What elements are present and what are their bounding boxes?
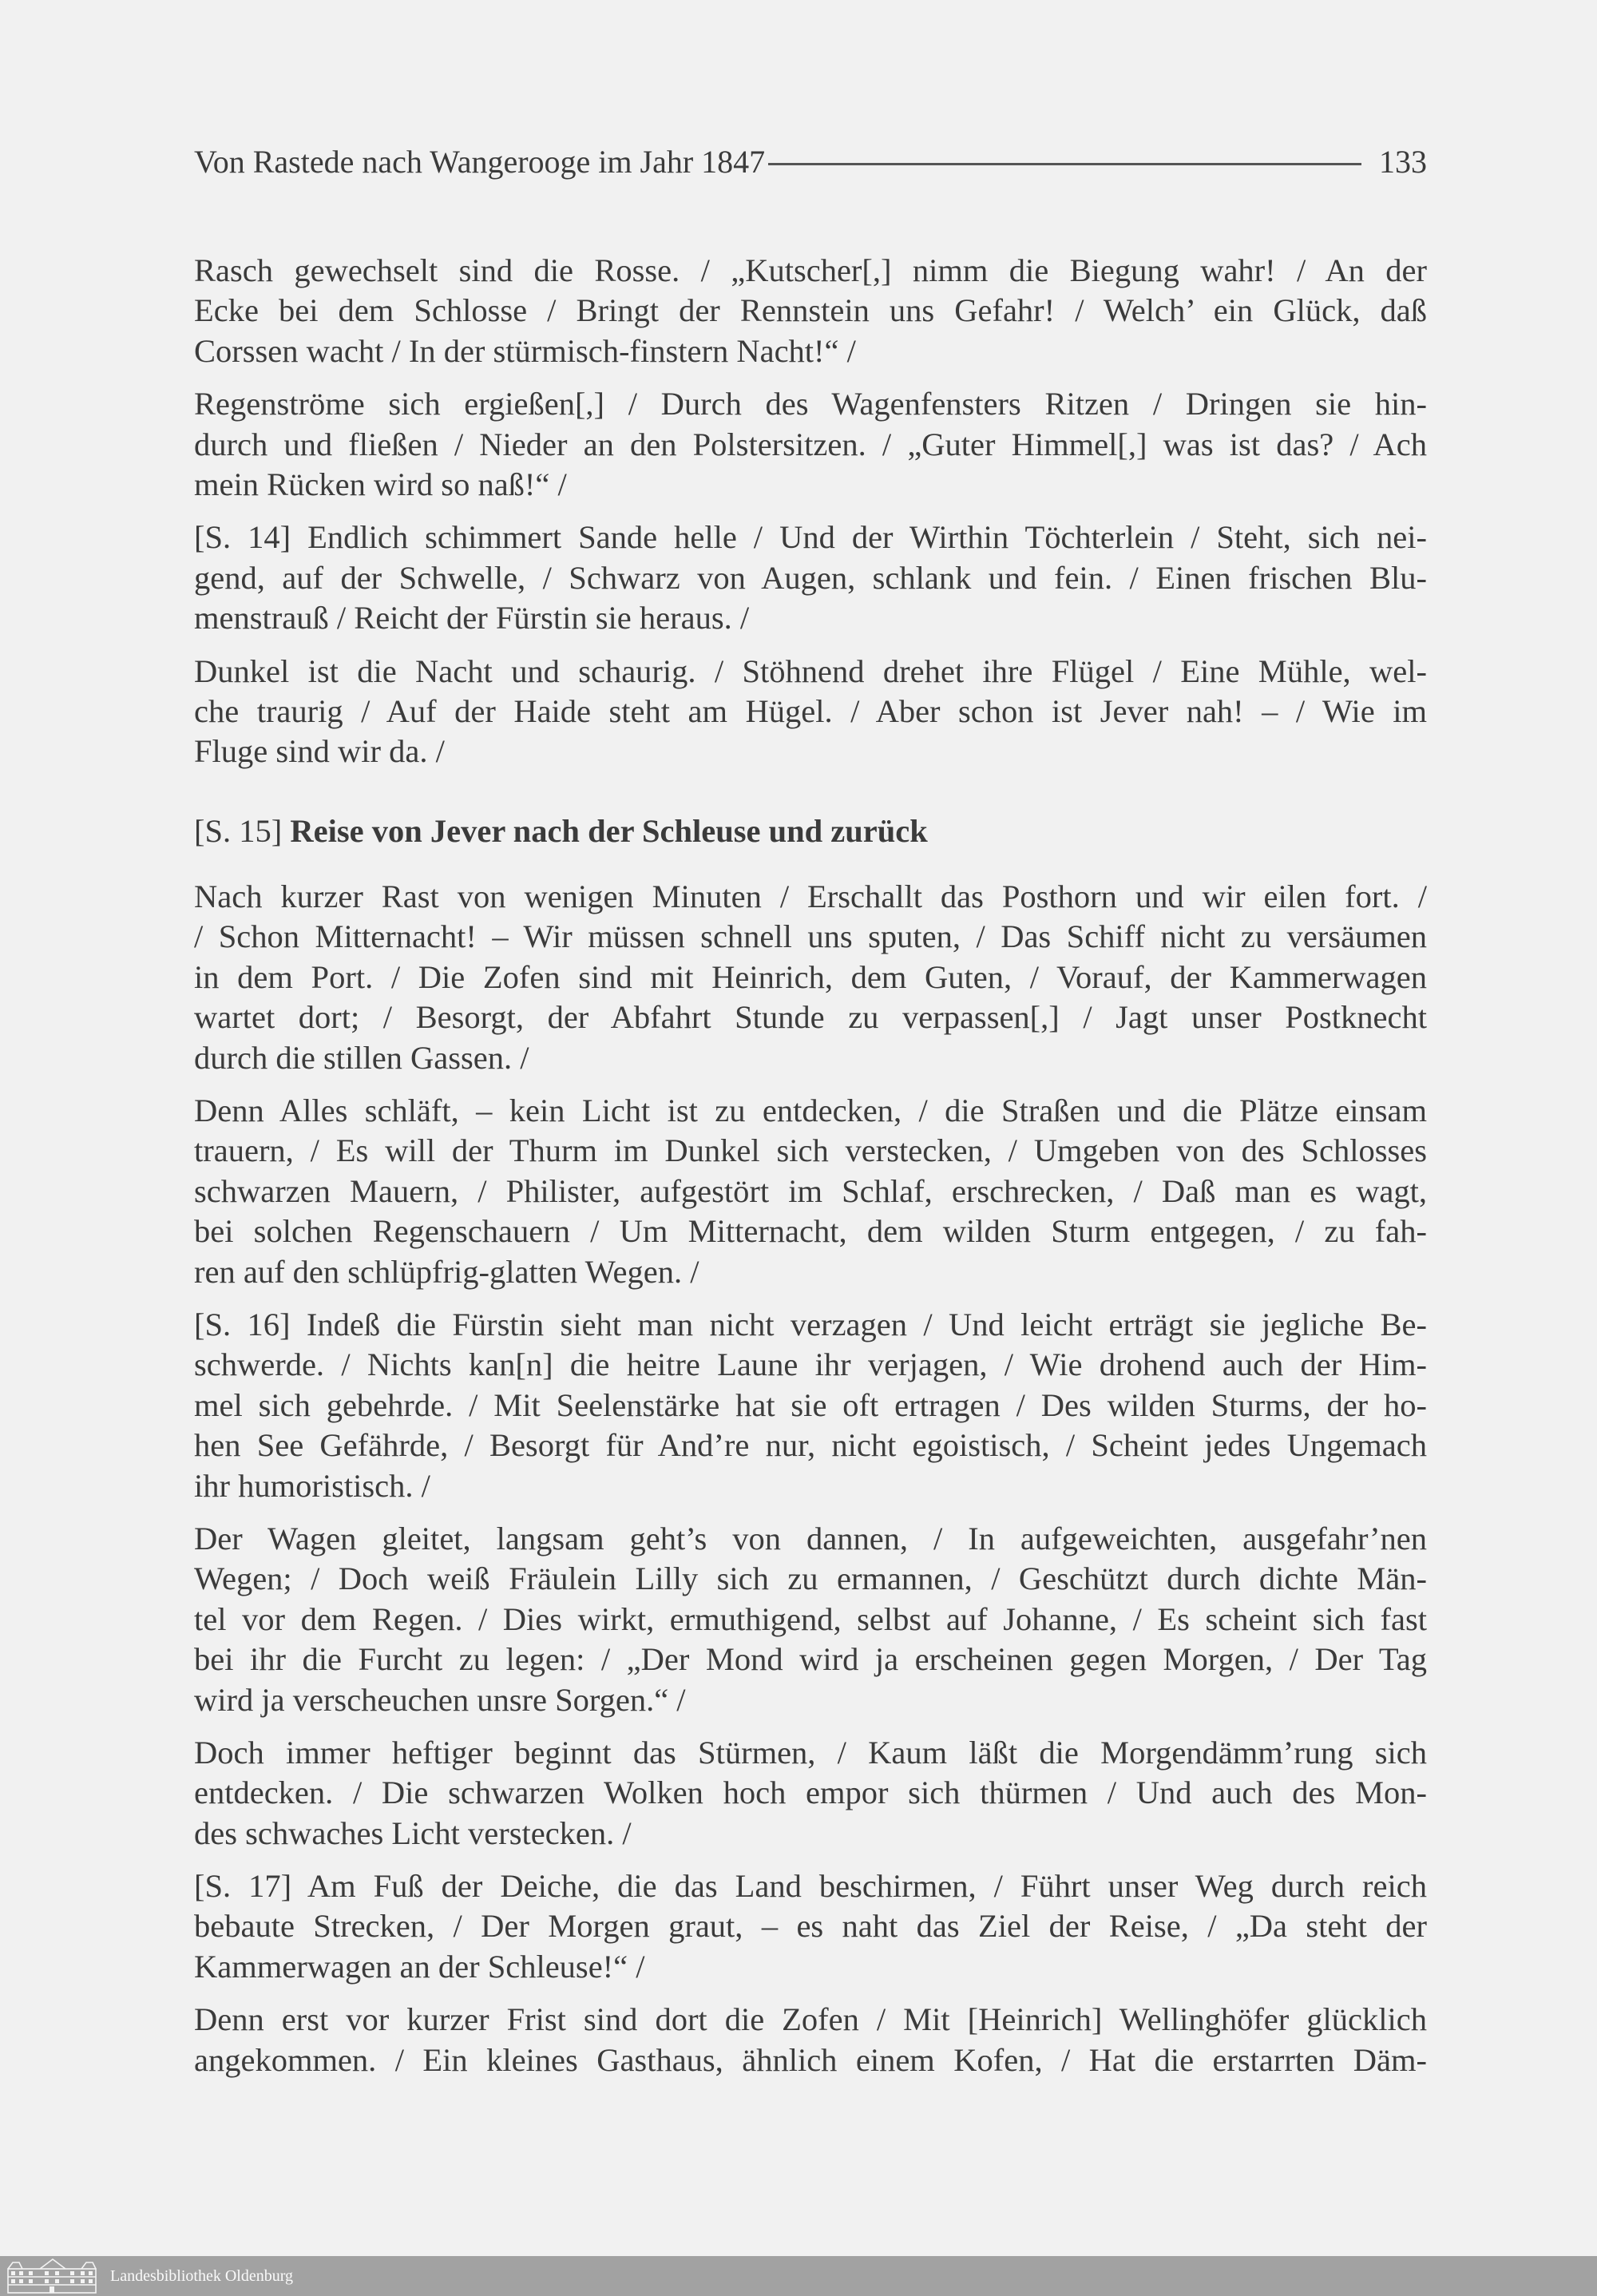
text-line: Denn Alles schläft, – kein Licht ist zu entdecken, / die Straßen und die Plätze einsam <box>194 1092 1427 1129</box>
text-line: durch und fließen / Nieder an den Polstersitzen. / „Guter Himmel[,] was ist das? / Ach <box>194 426 1427 462</box>
text-line: Corssen wacht / In der stürmisch-finstern Nacht!“ / <box>194 332 856 369</box>
text-line: [S. 16] Indeß die Fürstin sieht man nicht verzagen / Und leicht erträgt sie jegliche Be- <box>194 1306 1427 1342</box>
text-line: menstrauß / Reicht der Fürstin sie heraus. / <box>194 600 750 636</box>
text-line: wartet dort; / Besorgt, der Abfahrt Stunde zu verpassen[,] / Jagt unser Postknecht <box>194 999 1427 1036</box>
header-rule <box>768 163 1361 165</box>
section-heading <box>194 811 1427 851</box>
text-line: schwerde. / Nichts kan[n] die heitre Laune ihr verjagen, / Wie drohend auch der Him- <box>194 1346 1427 1383</box>
text-line: mel sich gebehrde. / Mit Seelenstärke hat sie oft ertragen / Des wilden Sturms, der ho- <box>194 1386 1427 1423</box>
text-line: gend, auf der Schwelle, / Schwarz von Augen, schlank und fein. / Einen frischen Blu- <box>194 559 1427 596</box>
text-line: hen See Gefährde, / Besorgt für And’re nur, nicht egoistisch, / Scheint jedes Ungemach <box>194 1427 1427 1464</box>
text-line: Fluge sind wir da. / <box>194 733 445 770</box>
page-number: 133 <box>1379 143 1427 180</box>
text-line: Kammerwagen an der Schleuse!“ / <box>194 1948 645 1985</box>
paragraph <box>194 652 1427 772</box>
text-line: ren auf den schlüpfrig-glatten Wegen. / <box>194 1253 699 1290</box>
paragraph <box>194 1866 1427 1987</box>
text-line: durch die stillen Gassen. / <box>194 1039 529 1076</box>
running-header <box>194 141 1427 182</box>
text-line: wird ja verscheuchen unsre Sorgen.“ / <box>194 1681 686 1718</box>
text-line: Nach kurzer Rast von wenigen Minuten / Erschallt das Posthorn und wir eilen fort. / <box>194 878 1427 915</box>
library-footer-bar <box>0 2256 1597 2296</box>
paragraph <box>194 517 1427 638</box>
paragraph <box>194 877 1427 1078</box>
text-line: des schwaches Licht verstecken. / <box>194 1814 632 1851</box>
paragraph <box>194 1519 1427 1720</box>
text-line: Dunkel ist die Nacht und schaurig. / Stöhnend drehet ihre Flügel / Eine Mühle, wel- <box>194 652 1427 689</box>
text-line: bei solchen Regenschauern / Um Mitternacht, dem wilden Sturm entgegen, / zu fah- <box>194 1213 1427 1250</box>
text-line: Denn erst vor kurzer Frist sind dort die Zofen / Mit [Heinrich] Wellinghöfer glücklich <box>194 2001 1427 2038</box>
text-line: che traurig / Auf der Haide steht am Hügel. / Aber schon ist Jever nah! – / Wie im <box>194 692 1427 729</box>
text-line: Regenströme sich ergießen[,] / Durch des Wagenfensters Ritzen / Dringen sie hin- <box>194 386 1427 422</box>
running-title: Von Rastede nach Wangerooge im Jahr 1847 <box>194 143 766 180</box>
paragraphs-after-heading <box>194 877 1427 2080</box>
text-line: entdecken. / Die schwarzen Wolken hoch empor sich thürmen / Und auch des Mon- <box>194 1775 1427 1811</box>
text-line: bebaute Strecken, / Der Morgen graut, – es naht das Ziel der Reise, / „Da steht der <box>194 1908 1427 1945</box>
text-line: ihr humoristisch. / <box>194 1467 430 1504</box>
text-line: / Schon Mitternacht! – Wir müssen schnell uns sputen, / Das Schiff nicht zu versäumen <box>194 918 1427 955</box>
paragraph <box>194 1091 1427 1292</box>
paragraph <box>194 384 1427 505</box>
text-line: mein Rücken wird so naß!“ / <box>194 466 567 502</box>
paragraph <box>194 251 1427 371</box>
heading-page-ref: [S. 15] <box>194 812 283 849</box>
text-line: [S. 14] Endlich schimmert Sande helle / Und der Wirthin Töchterlein / Steht, sich nei- <box>194 519 1427 556</box>
text-line: Der Wagen gleitet, langsam geht’s von dannen, / In aufgeweichten, ausgefahr’nen <box>194 1520 1427 1556</box>
text-line: bei ihr die Furcht zu legen: / „Der Mond wird ja erscheinen gegen Morgen, / Der Tag <box>194 1641 1427 1678</box>
text-line: Doch immer heftiger beginnt das Stürmen, / Kaum läßt die Morgendämm’rung sich <box>194 1734 1427 1771</box>
text-line: Rasch gewechselt sind die Rosse. / „Kutscher[,] nimm die Biegung wahr! / An der <box>194 252 1427 288</box>
text-line: [S. 17] Am Fuß der Deiche, die das Land beschirmen, / Führt unser Weg durch reich <box>194 1868 1427 1905</box>
text-line: trauern, / Es will der Thurm im Dunkel sich verstecken, / Umgeben von des Schlosses <box>194 1132 1427 1169</box>
text-line: Wegen; / Doch weiß Fräulein Lilly sich zu ermannen, / Geschützt durch dichte Män- <box>194 1560 1427 1597</box>
paragraph <box>194 2000 1427 2080</box>
library-building-logo-icon <box>5 2258 99 2294</box>
library-name: Landesbibliothek Oldenburg <box>110 2266 294 2285</box>
page-body <box>194 251 1427 2093</box>
paragraph <box>194 1733 1427 1854</box>
text-line: angekommen. / Ein kleines Gasthaus, ähnlich einem Kofen, / Hat die erstarrten Däm- <box>194 2041 1427 2078</box>
text-line: tel vor dem Regen. / Dies wirkt, ermuthigend, selbst auf Johanne, / Es scheint sich fast <box>194 1600 1427 1637</box>
paragraphs-before-heading <box>194 251 1427 772</box>
text-line: schwarzen Mauern, / Philister, aufgestört im Schlaf, erschrecken, / Daß man es wagt, <box>194 1172 1427 1209</box>
text-line: Ecke bei dem Schlosse / Bringt der Rennstein uns Gefahr! / Welch’ ein Glück, daß <box>194 292 1427 329</box>
heading-title: Reise von Jever nach der Schleuse und zurück <box>290 812 928 849</box>
text-line: in dem Port. / Die Zofen sind mit Heinrich, dem Guten, / Vorauf, der Kammerwagen <box>194 958 1427 995</box>
paragraph <box>194 1305 1427 1506</box>
